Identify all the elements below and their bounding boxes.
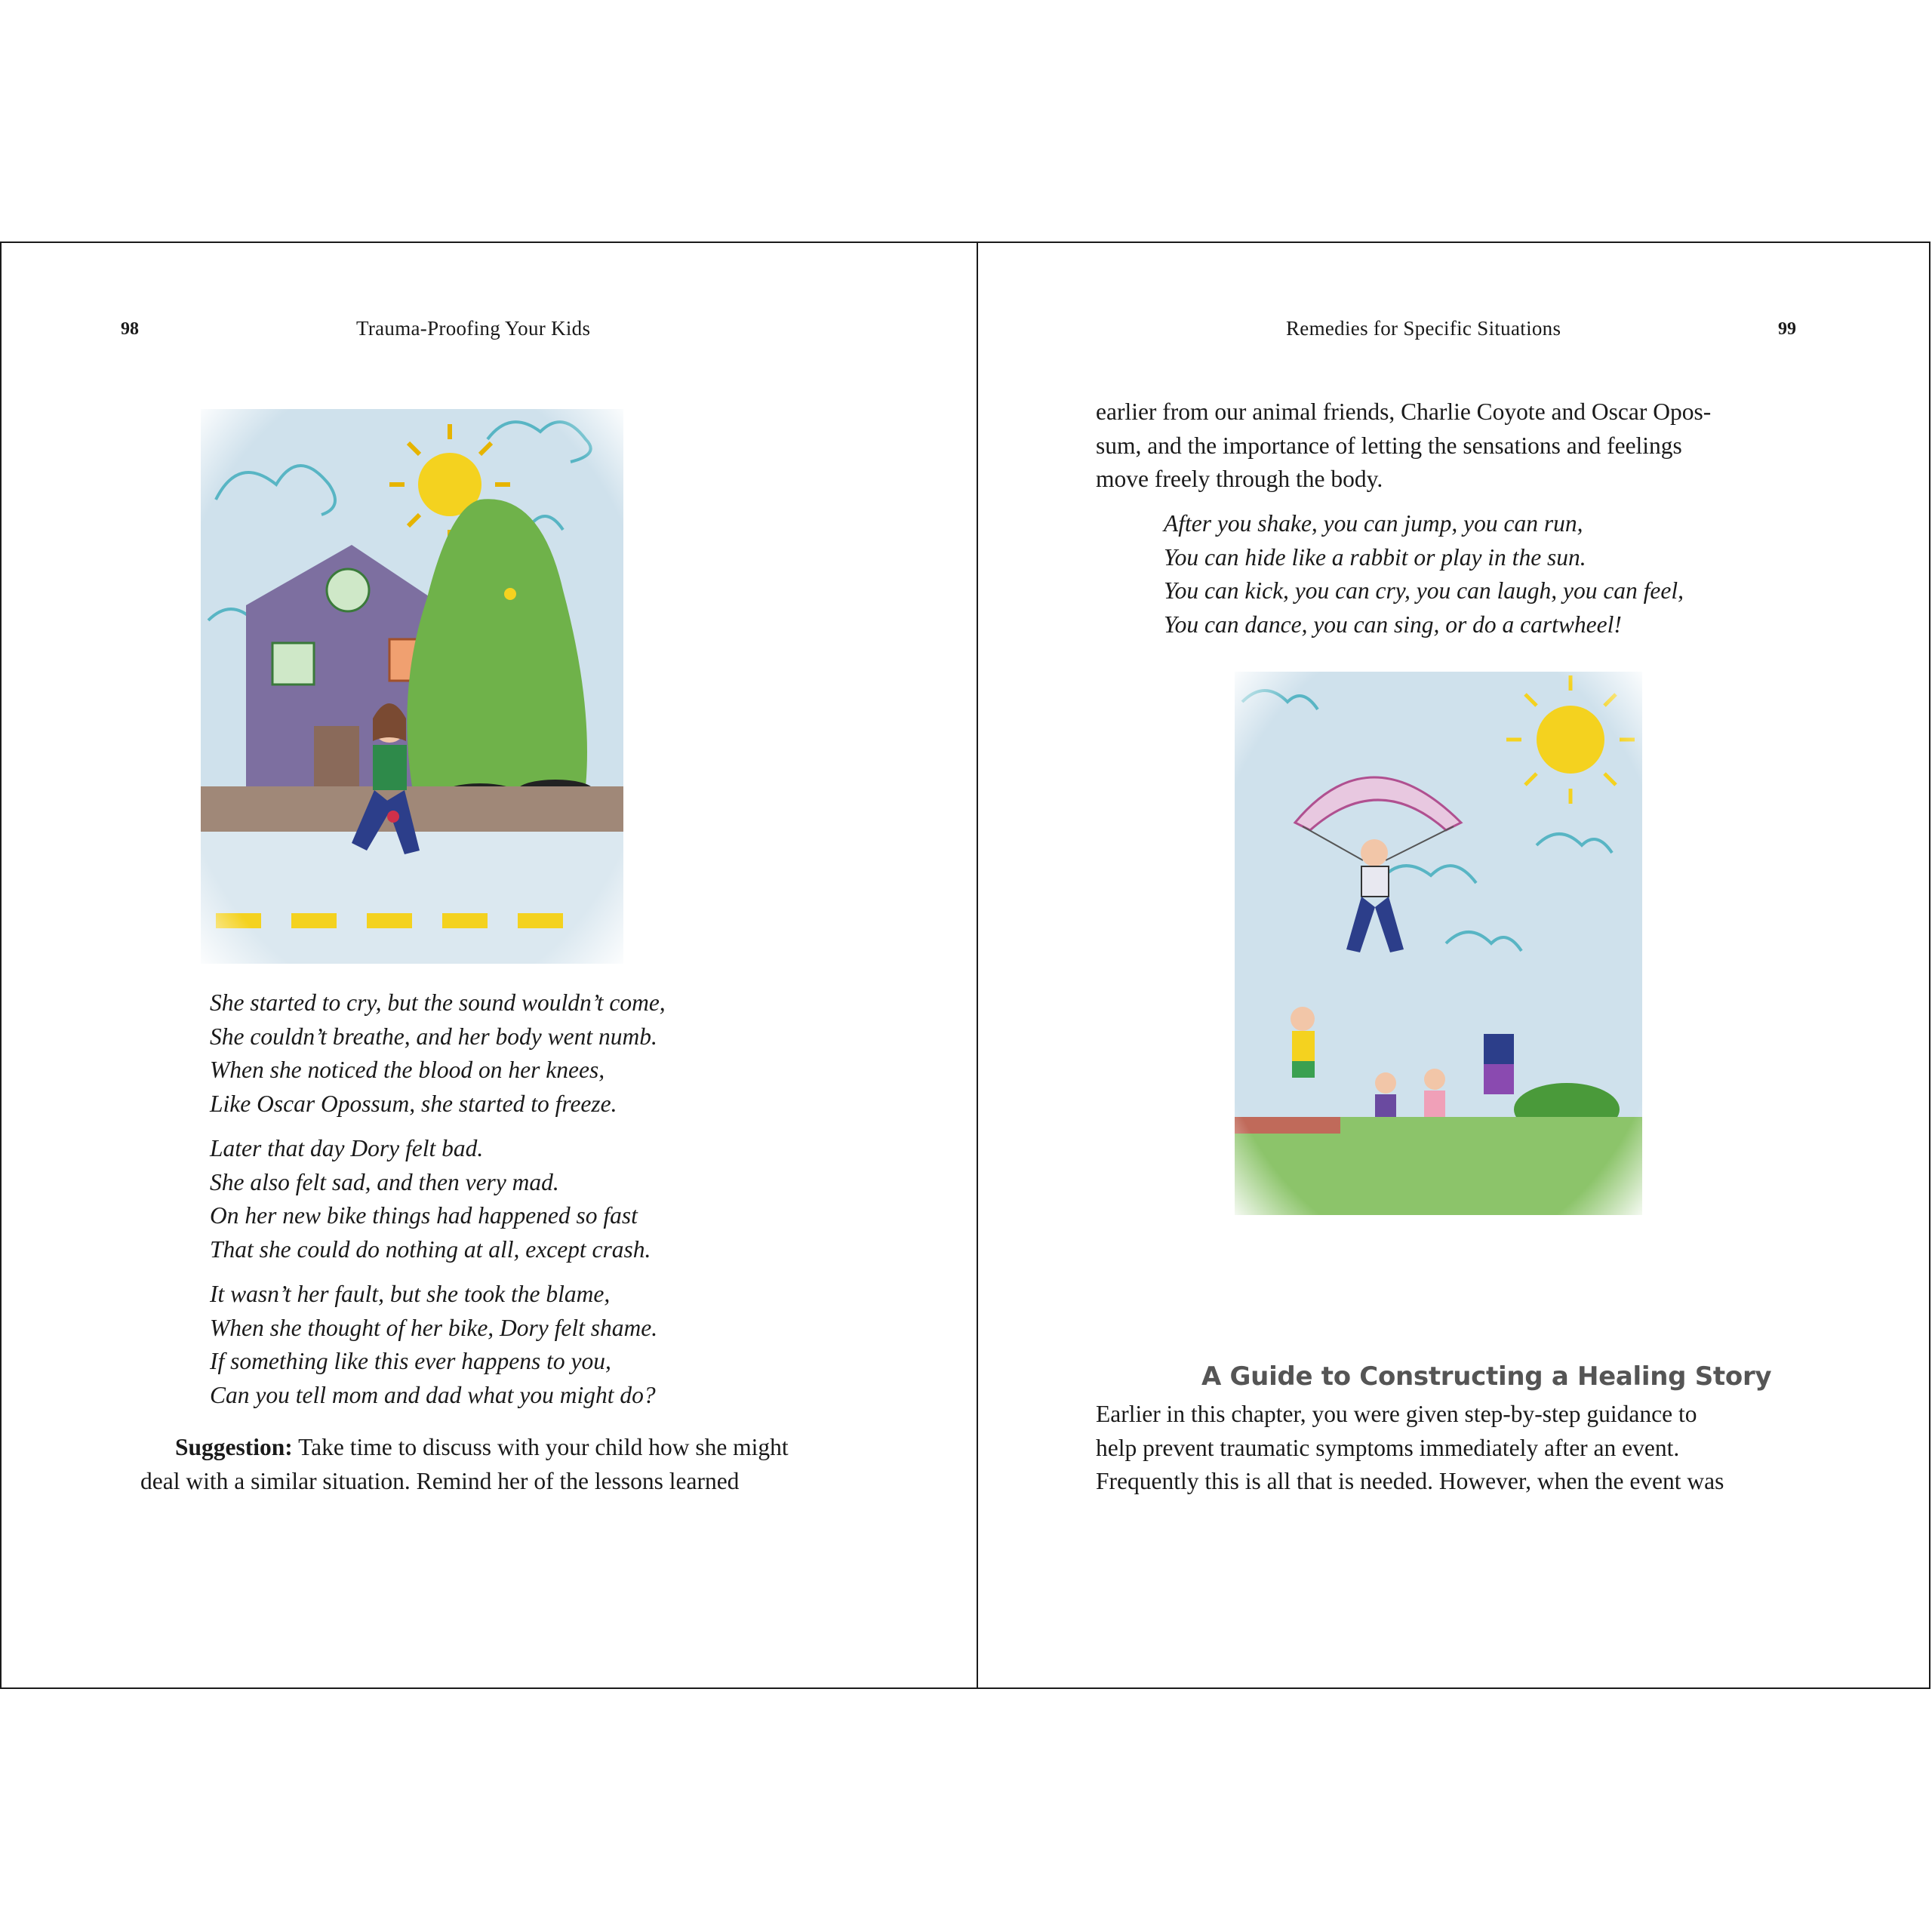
verse-line: After you shake, you can jump, you can run, xyxy=(1164,510,1583,537)
body-line: sum, and the importance of letting the sensations and feelings xyxy=(1096,432,1682,459)
stanza xyxy=(210,1278,666,1412)
page-number-left: 98 xyxy=(121,319,139,339)
verse-line: She also felt sad, and then very mad. xyxy=(210,1168,559,1195)
verse-block-left xyxy=(210,986,666,1423)
illustration-children-playing xyxy=(1235,672,1642,1215)
body-paragraph xyxy=(1096,1398,1724,1499)
verse-line: When she thought of her bike, Dory felt shame. xyxy=(210,1314,658,1341)
section-heading: A Guide to Constructing a Healing Story xyxy=(1201,1361,1772,1392)
verse-line: You can hide like a rabbit or play in the sun. xyxy=(1164,543,1586,571)
verse-line: She started to cry, but the sound wouldn’t come, xyxy=(210,989,666,1016)
body-line: help prevent traumatic symptoms immediately after an event. xyxy=(1096,1434,1680,1461)
verse-line: She couldn’t breathe, and her body went numb. xyxy=(210,1023,657,1050)
stanza xyxy=(210,1132,666,1266)
verse-line: It wasn’t her fault, but she took the blame, xyxy=(210,1281,611,1307)
suggestion-text: deal with a similar situation. Remind her of the lessons learned xyxy=(140,1467,740,1494)
body-line: Earlier in this chapter, you were given step-by-step guidance to xyxy=(1096,1401,1697,1427)
right-page xyxy=(978,243,1930,1687)
crayon-drawing-house-tree xyxy=(201,409,623,964)
stanza xyxy=(1164,507,1684,641)
verse-line: You can kick, you can cry, you can laugh, you can feel, xyxy=(1164,577,1684,604)
verse-line: On her new bike things had happened so fast xyxy=(210,1202,638,1229)
verse-line: You can dance, you can sing, or do a cartwheel! xyxy=(1164,611,1622,638)
illustration-girl-bike-crash xyxy=(201,409,623,964)
verse-block-right xyxy=(1164,507,1684,653)
verse-line: That she could do nothing at all, except crash. xyxy=(210,1235,651,1263)
suggestion-text: Take time to discuss with your child how she might xyxy=(292,1434,789,1460)
running-head-right: Remedies for Specific Situations xyxy=(1286,317,1561,340)
stanza xyxy=(210,986,666,1121)
running-head-left: Trauma-Proofing Your Kids xyxy=(356,317,591,340)
page-number-right: 99 xyxy=(1778,319,1796,339)
book-spread xyxy=(0,242,1930,1689)
verse-line: Can you tell mom and dad what you might do? xyxy=(210,1381,656,1408)
left-page xyxy=(2,243,977,1687)
body-line: move freely through the body. xyxy=(1096,466,1383,492)
suggestion-paragraph xyxy=(140,1431,789,1498)
verse-line: When she noticed the blood on her knees, xyxy=(210,1057,605,1083)
verse-line: If something like this ever happens to you, xyxy=(210,1348,611,1374)
body-line: Frequently this is all that is needed. However, when the event was xyxy=(1096,1468,1724,1494)
continued-paragraph xyxy=(1096,395,1711,497)
verse-line: Like Oscar Opossum, she started to freeze. xyxy=(210,1090,617,1117)
verse-line: Later that day Dory felt bad. xyxy=(210,1135,484,1161)
crayon-drawing-kids-outdoors xyxy=(1235,672,1642,1215)
body-line: earlier from our animal friends, Charlie Coyote and Oscar Opos- xyxy=(1096,398,1712,425)
suggestion-label: Suggestion: xyxy=(175,1434,293,1460)
